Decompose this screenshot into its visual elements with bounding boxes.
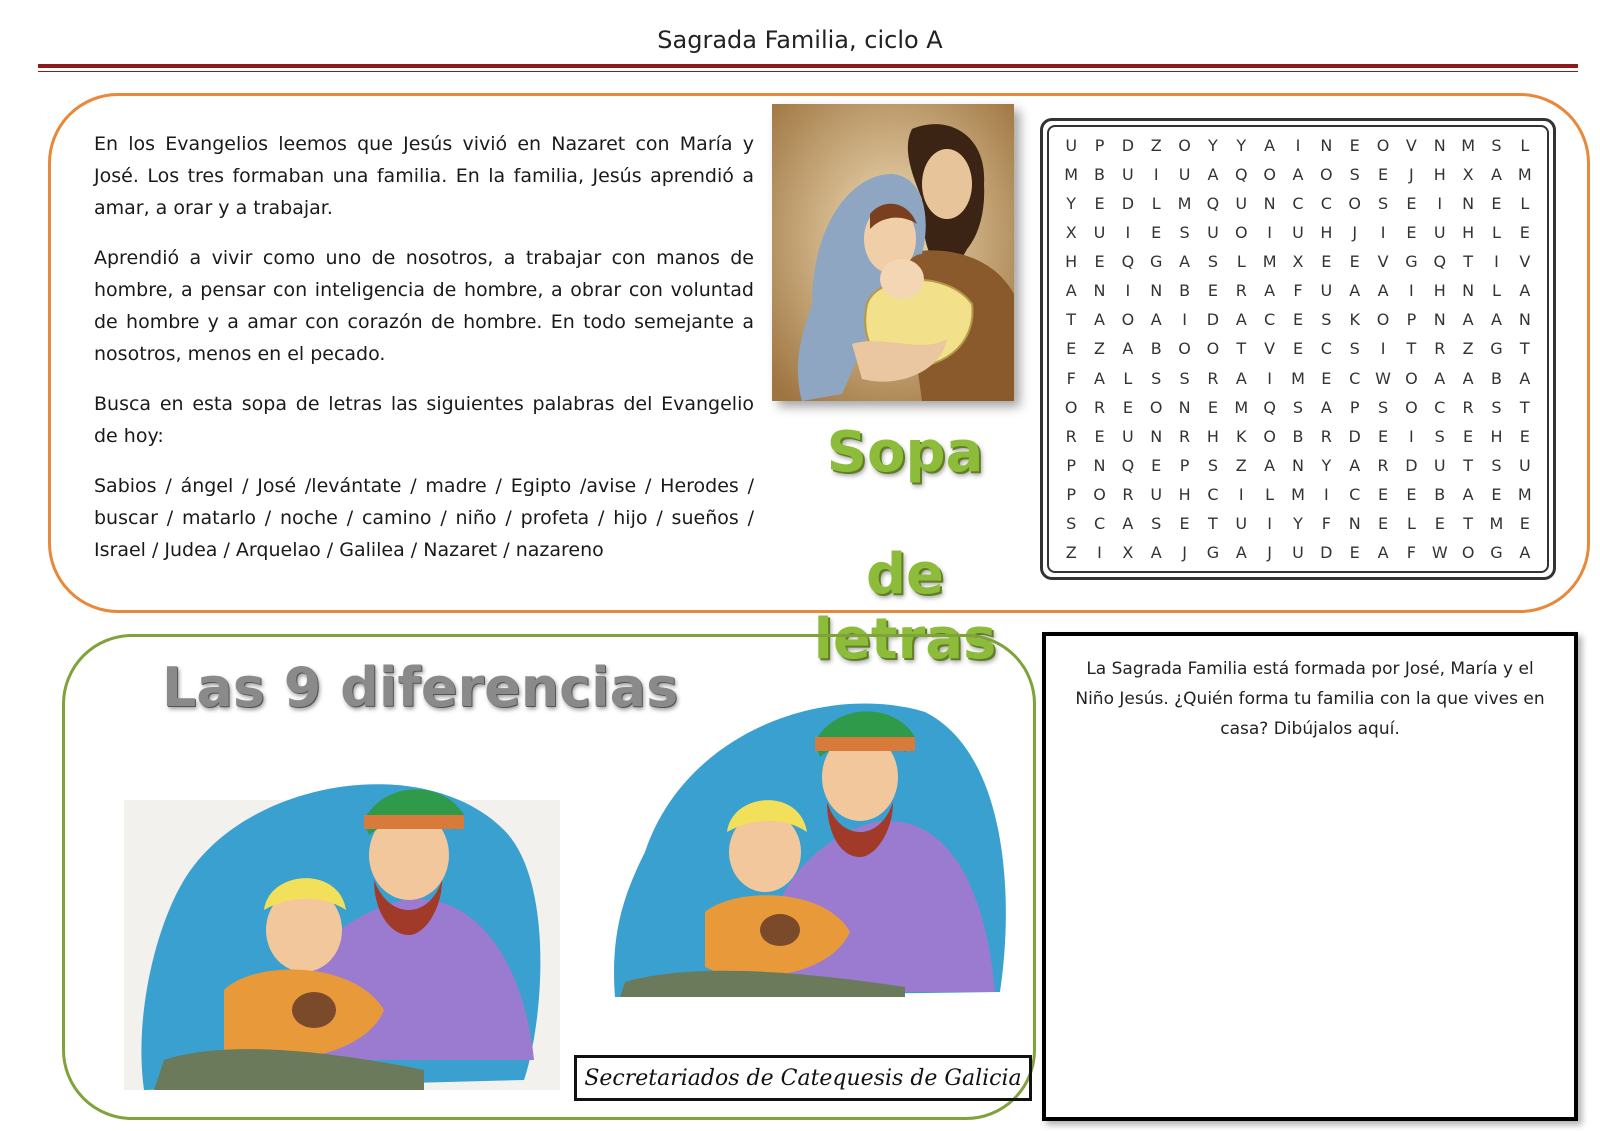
wordsearch-cell: I: [1437, 194, 1443, 214]
wordsearch-cell: A: [1349, 281, 1361, 301]
holy-family-illustration: [772, 104, 1014, 401]
wordsearch-cell: N: [1433, 310, 1446, 330]
wordsearch-cell: O: [1178, 136, 1191, 156]
wordsearch-cell: L: [1151, 194, 1161, 214]
wordsearch-cell: I: [1494, 252, 1499, 272]
wordsearch-cell: E: [1378, 426, 1389, 446]
wordsearch-cell: B: [1292, 426, 1304, 446]
wordsearch-cell: M: [1517, 484, 1532, 504]
wordsearch-cell: I: [1238, 484, 1244, 504]
wordsearch-cell: P: [1066, 484, 1076, 504]
wordsearch-cell: V: [1264, 339, 1276, 359]
wordsearch-cell: Y: [1293, 513, 1303, 533]
wordsearch-cell: G: [1405, 252, 1418, 272]
wordsearch-cell: E: [1321, 368, 1332, 388]
wordsearch-cell: A: [1264, 281, 1276, 301]
wordsearch-cell: O: [1178, 339, 1191, 359]
credit-box: [574, 1055, 1032, 1101]
sopa-title-line2: de letras: [813, 542, 997, 672]
wordsearch-cell: D: [1405, 455, 1418, 475]
wordsearch-cell: E: [1292, 310, 1304, 330]
wordsearch-cell: F: [1293, 281, 1303, 301]
wordsearch-cell: A: [1235, 542, 1247, 562]
wordsearch-cell: W: [1431, 542, 1448, 562]
intro-paragraph-3: Busca en esta sopa de letras las siguientes palabras del Evangelio de hoy:: [94, 393, 754, 447]
wordsearch-cell: B: [1434, 484, 1446, 504]
wordsearch-cell: S: [1434, 426, 1445, 446]
wordsearch-cell: A: [1320, 397, 1332, 417]
wordsearch-cell: E: [1321, 252, 1332, 272]
wordsearch-cell: I: [1409, 426, 1414, 446]
wordsearch-cell: T: [1463, 513, 1473, 533]
wordsearch-cell: A: [1065, 281, 1077, 301]
wordsearch-cell: A: [1150, 542, 1162, 562]
header-rule-thin: [38, 71, 1578, 72]
wordsearch-cell: E: [1378, 484, 1389, 504]
wordsearch-cell: H: [1178, 484, 1191, 504]
wordsearch-cell: A: [1434, 368, 1446, 388]
drawing-instruction: La Sagrada Familia está formada por José, María y el Niño Jesús. ¿Quién forma tu familia con la que vives en casa? Dibújalos aquí.: [1075, 659, 1545, 739]
wordsearch-cell: C: [1292, 194, 1304, 214]
wordsearch-cell: P: [1406, 310, 1417, 330]
wordsearch-cell: A: [1519, 542, 1531, 562]
wordsearch-cell: E: [1406, 223, 1417, 243]
wordsearch-cell: Q: [1121, 455, 1135, 475]
wordsearch-cell: A: [1264, 136, 1276, 156]
wordsearch-cell: S: [1179, 368, 1190, 388]
wordsearch-cell: I: [1267, 513, 1272, 533]
wordsearch-cell: A: [1292, 165, 1304, 185]
wordsearch-cell: Z: [1462, 339, 1474, 359]
wordsearch-cell: P: [1349, 397, 1360, 417]
wordsearch-cell: E: [1122, 397, 1133, 417]
wordsearch-cell: V: [1377, 252, 1389, 272]
wordsearch-cell: A: [1519, 368, 1531, 388]
wordsearch-cell: S: [1151, 368, 1162, 388]
wordsearch-cell: B: [1179, 281, 1191, 301]
drawing-box: [1042, 632, 1578, 1121]
wordsearch-cell: J: [1267, 542, 1272, 562]
credit-text: Secretariados de Catequesis de Galicia: [584, 1065, 1022, 1091]
page-title: Sagrada Familia, ciclo A: [657, 26, 943, 54]
wordsearch-cell: E: [1066, 339, 1077, 359]
wordsearch-cell: H: [1320, 223, 1333, 243]
wordsearch-cell: Y: [1208, 136, 1218, 156]
differences-title: Las 9 diferencias: [162, 656, 679, 719]
wordsearch-cell: O: [1263, 426, 1276, 446]
wordsearch-cell: O: [1064, 397, 1078, 417]
wordsearch-cell: S: [1491, 455, 1502, 475]
wordsearch-cell: A: [1179, 252, 1191, 272]
wordsearch-cell: N: [1093, 455, 1106, 475]
wordsearch-cell: E: [1463, 426, 1474, 446]
wordsearch-cell: U: [1178, 165, 1191, 185]
wordsearch-cell: S: [1349, 165, 1360, 185]
wordsearch-cell: V: [1519, 252, 1531, 272]
wordsearch-cell: I: [1097, 542, 1102, 562]
wordsearch-cell: D: [1320, 542, 1333, 562]
wordsearch-cell: R: [1320, 426, 1332, 446]
wordsearch-cell: M: [1177, 194, 1192, 214]
wordsearch-cell: I: [1380, 223, 1386, 243]
wordsearch-cell: T: [1406, 339, 1417, 359]
wordsearch-cell: K: [1236, 426, 1247, 446]
wordsearch-cell: A: [1462, 310, 1474, 330]
wordsearch-cell: T: [1463, 455, 1473, 475]
wordsearch-cell: B: [1490, 368, 1502, 388]
wordsearch-cell: U: [1122, 165, 1134, 185]
wordsearch-cell: A: [1207, 165, 1219, 185]
wordsearch-cell: L: [1492, 281, 1501, 301]
wordsearch-cell: H: [1433, 281, 1446, 301]
wordsearch-cell: L: [1520, 136, 1530, 156]
wordsearch-cell: S: [1066, 513, 1077, 533]
wordsearch-cell: A: [1377, 281, 1389, 301]
wordsearch-cell: A: [1094, 310, 1105, 330]
wordsearch-cell: M: [1461, 136, 1476, 156]
wordsearch-cell: O: [1206, 339, 1220, 359]
wordsearch-cell: A: [1122, 339, 1134, 359]
wordsearch-cell: Z: [1094, 339, 1105, 359]
wordsearch-cell: T: [1066, 310, 1077, 330]
wordsearch-cell: R: [1093, 397, 1106, 417]
wordsearch-cell: A: [1122, 513, 1134, 533]
wordsearch-cell: E: [1378, 165, 1389, 185]
wordsearch-cell: S: [1151, 513, 1162, 533]
wordsearch-cell: E: [1519, 426, 1530, 446]
wordsearch-cell: B: [1150, 339, 1162, 359]
wordsearch-cell: M: [1064, 165, 1079, 185]
wordsearch-cell: I: [1323, 484, 1329, 504]
wordsearch-cell: A: [1519, 281, 1531, 301]
wordsearch-cell: L: [1492, 223, 1501, 243]
wordsearch-cell: P: [1179, 455, 1190, 475]
wordsearch-cell: L: [1123, 368, 1133, 388]
wordsearch-cell: U: [1122, 426, 1134, 446]
wordsearch-frame: [1040, 118, 1556, 580]
wordsearch-cell: O: [1121, 310, 1135, 330]
wordsearch-cell: E: [1094, 194, 1105, 214]
wordsearch-cell: Y: [1321, 455, 1332, 475]
header-rule-thick: [38, 64, 1578, 68]
wordsearch-cell: E: [1434, 513, 1445, 533]
wordsearch-cell: X: [1462, 165, 1474, 185]
wordsearch-cell: C: [1093, 513, 1106, 533]
wordsearch-cell: N: [1150, 281, 1163, 301]
wordsearch-cell: R: [1235, 281, 1247, 301]
wordsearch-cell: Y: [1066, 194, 1077, 214]
wordsearch-cell: J: [1182, 542, 1187, 562]
wordsearch-cell: N: [1518, 310, 1531, 330]
wordsearch-cell: I: [1409, 281, 1414, 301]
wordsearch-grid: [1047, 125, 1549, 573]
wordsearch-cell: Z: [1235, 455, 1247, 475]
wordsearch-cell: D: [1206, 310, 1220, 330]
intro-paragraph-2: Aprendió a vivir como uno de nosotros, a trabajar con manos de hombre, a pensar con inteligencia de hombre, a obrar con voluntad de hombre y a amar con corazón de hombre. En todo semejante a nosotros, menos en el pecado.: [94, 247, 754, 365]
wordsearch-cell: I: [1380, 339, 1386, 359]
wordsearch-cell: U: [1518, 455, 1531, 475]
wordsearch-cell: G: [1490, 339, 1503, 359]
wordsearch-cell: M: [1262, 252, 1277, 272]
differences-image-left: [124, 760, 560, 1090]
wordsearch-cell: S: [1377, 194, 1389, 214]
wordsearch-cell: L: [1520, 194, 1530, 214]
wordsearch-cell: O: [1461, 542, 1475, 562]
wordsearch-cell: C: [1349, 484, 1361, 504]
wordsearch-cell: U: [1207, 223, 1219, 243]
wordsearch-cell: U: [1093, 223, 1106, 243]
sopa-title-line1: Sopa: [826, 420, 984, 485]
wordsearch-cell: H: [1206, 426, 1219, 446]
wordsearch-cell: A: [1264, 455, 1276, 475]
wordsearch-cell: R: [1462, 397, 1474, 417]
wordsearch-cell: O: [1376, 310, 1390, 330]
wordsearch-cell: Y: [1236, 136, 1247, 156]
wordsearch-cell: M: [1489, 513, 1504, 533]
wordsearch-cell: Z: [1065, 542, 1077, 562]
wordsearch-cell: E: [1349, 136, 1360, 156]
wordsearch-cell: L: [1265, 484, 1275, 504]
wordsearch-cell: E: [1151, 223, 1162, 243]
wordsearch-cell: E: [1491, 194, 1502, 214]
wordsearch-cell: U: [1150, 484, 1163, 504]
wordsearch-cell: A: [1349, 455, 1361, 475]
word-list: Sabios / ángel / José /levántate / madre / Egipto /avise / Herodes / buscar / matarlo / noche / camino / niño / profeta / hijo / sueños / Israel / Judea / Arquelao / Galilea / Nazaret / nazareno: [94, 475, 754, 561]
wordsearch-cell: E: [1207, 397, 1218, 417]
wordsearch-cell: O: [1405, 368, 1418, 388]
wordsearch-cell: C: [1320, 194, 1332, 214]
wordsearch-cell: C: [1434, 397, 1446, 417]
wordsearch-cell: C: [1264, 310, 1276, 330]
wordsearch-cell: X: [1122, 542, 1134, 562]
wordsearch-cell: T: [1519, 339, 1530, 359]
wordsearch-cell: E: [1094, 252, 1105, 272]
wordsearch-cell: T: [1236, 339, 1247, 359]
wordsearch-cell: K: [1349, 310, 1360, 330]
wordsearch-cell: R: [1207, 368, 1219, 388]
wordsearch-cell: A: [1094, 368, 1105, 388]
wordsearch-cell: E: [1349, 542, 1360, 562]
wordsearch-cell: O: [1234, 223, 1248, 243]
differences-image-right: [605, 692, 1017, 1004]
wordsearch-cell: E: [1491, 484, 1502, 504]
wordsearch-cell: B: [1094, 165, 1106, 185]
wordsearch-cell: A: [1490, 310, 1502, 330]
wordsearch-cell: U: [1235, 194, 1248, 214]
wordsearch-cell: R: [1065, 426, 1077, 446]
wordsearch-cell: I: [1153, 165, 1159, 185]
wordsearch-cell: N: [1433, 136, 1446, 156]
wordsearch-cell: S: [1349, 339, 1360, 359]
wordsearch-cell: M: [1291, 484, 1305, 504]
wordsearch-cell: O: [1405, 397, 1418, 417]
wordsearch-cell: T: [1208, 513, 1218, 533]
wordsearch-cell: J: [1352, 223, 1358, 243]
wordsearch-cell: T: [1463, 252, 1473, 272]
wordsearch-cell: R: [1179, 426, 1191, 446]
wordsearch-cell: M: [1234, 397, 1249, 417]
wordsearch-cell: U: [1433, 455, 1446, 475]
wordsearch-cell: X: [1065, 223, 1077, 243]
wordsearch-cell: F: [1066, 368, 1076, 388]
wordsearch-cell: P: [1066, 455, 1076, 475]
wordsearch-cell: E: [1292, 339, 1304, 359]
wordsearch-cell: I: [1267, 223, 1272, 243]
wordsearch-cell: U: [1292, 223, 1304, 243]
wordsearch-cell: A: [1235, 310, 1247, 330]
wordsearch-cell: D: [1121, 194, 1135, 214]
wordsearch-cell: E: [1406, 194, 1417, 214]
wordsearch-cell: A: [1377, 542, 1389, 562]
wordsearch-cell: E: [1151, 455, 1162, 475]
wordsearch-cell: H: [1490, 426, 1503, 446]
wordsearch-cell: E: [1406, 484, 1417, 504]
wordsearch-cell: W: [1375, 368, 1391, 388]
wordsearch-cell: C: [1320, 339, 1332, 359]
wordsearch-cell: I: [1125, 223, 1131, 243]
wordsearch-cell: Q: [1263, 397, 1276, 417]
wordsearch-cell: N: [1093, 281, 1106, 301]
wordsearch-cell: F: [1321, 513, 1331, 533]
wordsearch-cell: N: [1292, 455, 1304, 475]
wordsearch-cell: L: [1236, 252, 1246, 272]
wordsearch-cell: G: [1490, 542, 1503, 562]
wordsearch-cell: A: [1462, 368, 1474, 388]
wordsearch-cell: G: [1206, 542, 1220, 562]
wordsearch-cell: R: [1434, 339, 1446, 359]
wordsearch-cell: N: [1150, 426, 1163, 446]
wordsearch-cell: O: [1376, 136, 1390, 156]
wordsearch-cell: I: [1295, 136, 1301, 156]
wordsearch-cell: S: [1377, 397, 1389, 417]
wordsearch-cell: O: [1093, 484, 1106, 504]
wordsearch-cell: N: [1462, 281, 1475, 301]
wordsearch-cell: F: [1406, 542, 1416, 562]
wordsearch-cell: H: [1462, 223, 1475, 243]
wordsearch-cell: O: [1320, 165, 1333, 185]
wordsearch-cell: T: [1519, 397, 1530, 417]
wordsearch-cell: S: [1491, 397, 1502, 417]
wordsearch-cell: C: [1207, 484, 1219, 504]
wordsearch-cell: I: [1125, 281, 1131, 301]
wordsearch-cell: S: [1491, 136, 1502, 156]
wordsearch-cell: M: [1517, 165, 1532, 185]
wordsearch-cell: H: [1433, 165, 1446, 185]
wordsearch-cell: Q: [1121, 252, 1135, 272]
wordsearch-cell: A: [1235, 368, 1247, 388]
wordsearch-cell: E: [1519, 223, 1530, 243]
wordsearch-cell: S: [1292, 397, 1304, 417]
wordsearch-cell: U: [1433, 223, 1446, 243]
wordsearch-cell: O: [1149, 397, 1163, 417]
wordsearch-cell: I: [1267, 368, 1272, 388]
wordsearch-cell: Q: [1433, 252, 1447, 272]
wordsearch-cell: Q: [1206, 194, 1220, 214]
wordsearch-cell: E: [1519, 513, 1530, 533]
wordsearch-cell: H: [1065, 252, 1078, 272]
wordsearch-cell: V: [1405, 136, 1417, 156]
wordsearch-cell: U: [1292, 542, 1304, 562]
wordsearch-cell: U: [1235, 513, 1248, 533]
wordsearch-cell: R: [1122, 484, 1134, 504]
wordsearch-cell: J: [1409, 165, 1414, 185]
wordsearch-cell: U: [1065, 136, 1078, 156]
wordsearch-cell: E: [1349, 252, 1360, 272]
wordsearch-cell: Z: [1150, 136, 1162, 156]
wordsearch-cell: S: [1321, 310, 1332, 330]
wordsearch-cell: A: [1462, 484, 1474, 504]
wordsearch-cell: S: [1207, 455, 1218, 475]
wordsearch-cell: S: [1207, 252, 1218, 272]
wordsearch-cell: E: [1094, 426, 1105, 446]
wordsearch-cell: I: [1182, 310, 1187, 330]
wordsearch-cell: D: [1348, 426, 1361, 446]
wordsearch-cell: E: [1378, 513, 1389, 533]
wordsearch-cell: N: [1263, 194, 1276, 214]
wordsearch-cell: U: [1320, 281, 1333, 301]
wordsearch-cell: X: [1292, 252, 1304, 272]
wordsearch-cell: S: [1179, 223, 1190, 243]
wordsearch-cell: N: [1462, 194, 1475, 214]
intro-text: [94, 128, 754, 584]
wordsearch-cell: R: [1377, 455, 1389, 475]
wordsearch-cell: Q: [1234, 165, 1248, 185]
wordsearch-cell: P: [1094, 136, 1105, 156]
wordsearch-cell: N: [1320, 136, 1333, 156]
wordsearch-cell: A: [1150, 310, 1162, 330]
wordsearch-cell: L: [1406, 513, 1416, 533]
wordsearch-cell: E: [1179, 513, 1190, 533]
wordsearch-cell: C: [1349, 368, 1361, 388]
wordsearch-cell: N: [1348, 513, 1361, 533]
wordsearch-cell: O: [1263, 165, 1276, 185]
wordsearch-cell: M: [1291, 368, 1305, 388]
wordsearch-cell: N: [1178, 397, 1191, 417]
wordsearch-cell: E: [1207, 281, 1218, 301]
wordsearch-cell: G: [1150, 252, 1163, 272]
intro-paragraph-1: En los Evangelios leemos que Jesús vivió en Nazaret con María y José. Los tres formaban una familia. En la familia, Jesús aprendió a amar, a orar y a trabajar.: [94, 133, 754, 219]
wordsearch-cell: A: [1490, 165, 1502, 185]
wordsearch-cell: D: [1121, 136, 1135, 156]
wordsearch-cell: O: [1348, 194, 1361, 214]
